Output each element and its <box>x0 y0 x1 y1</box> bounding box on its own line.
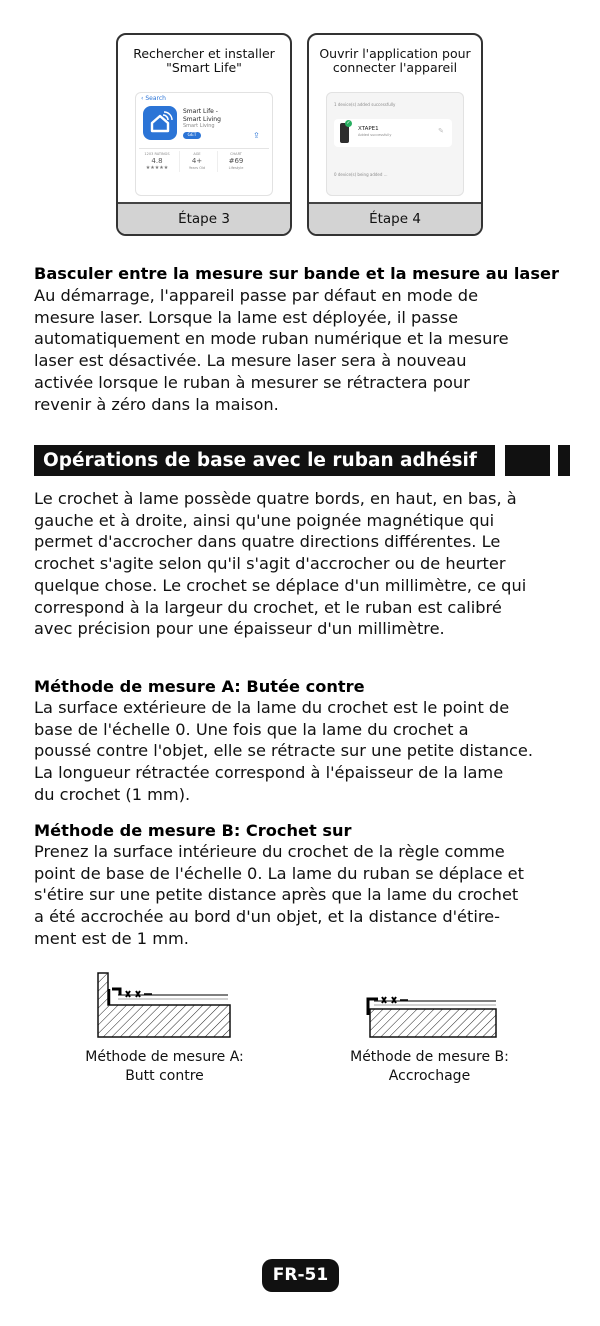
switch-line: activée lorsque le ruban à mesurer se rétractera pour <box>34 372 470 392</box>
chevron-left-icon: ‹ <box>141 95 144 102</box>
method-a-line: base de l'échelle 0. Une fois que la lame du crochet a <box>34 719 469 739</box>
edit-icon[interactable]: ✎ <box>438 127 444 135</box>
method-b-caption-line2: Accrochage <box>388 1067 471 1084</box>
operations-line: quelque chose. Le crochet se déplace d'un millimètre, ce qui <box>34 575 527 595</box>
switch-line: laser est désactivée. La mesure laser sera à nouveau <box>34 351 467 371</box>
rating-value: 4.8 <box>151 157 163 165</box>
step-4-title-line1: Ouvrir l'application pour <box>319 46 471 61</box>
operations-heading-bar: Opérations de base avec le ruban adhésif <box>34 445 495 476</box>
device-row[interactable] <box>334 119 452 147</box>
method-b-caption <box>337 1048 522 1085</box>
divider <box>139 148 269 149</box>
app-store-screenshot <box>135 92 273 196</box>
step-3-label: Étape 3 <box>118 202 290 234</box>
age-sub: Years Old <box>188 166 206 170</box>
step-3-title-line2: "Smart Life" <box>166 60 242 75</box>
step-4-label: Étape 4 <box>309 202 481 234</box>
age-column <box>179 151 214 172</box>
method-b-line: point de base de l'échelle 0. La lame du ruban se déplace et <box>34 863 524 883</box>
app-name-line1: Smart Life - <box>183 108 218 115</box>
operations-line: Le crochet à lame possède quatre bords, en haut, en bas, à <box>34 489 517 508</box>
operations-line: correspond à la largeur du crochet, et le ruban est calibré <box>34 597 502 617</box>
app-name-line2: Smart Living <box>183 115 221 123</box>
device-added-screenshot <box>326 92 464 196</box>
ratings-column <box>139 151 175 172</box>
chart-label: CHART <box>230 152 242 156</box>
operations-line: gauche et à droite, ainsi qu'une poignée magnétique qui <box>34 510 495 530</box>
page-number-badge: FR-51 <box>262 1259 339 1292</box>
switch-paragraph <box>34 285 570 415</box>
method-a-line: poussé contre l'objet, elle se rétracte sur une petite distance. <box>34 741 533 761</box>
step-3-title-line1: Rechercher et installer <box>133 46 275 61</box>
device-name: XTAPE1 <box>358 126 379 132</box>
added-status-line: 1 device(s) added successfully <box>334 102 396 107</box>
switch-line: revenir à zéro dans la maison. <box>34 394 279 414</box>
operations-line: crochet s'agite selon qu'il s'agit d'accrocher ou de heurter <box>34 554 506 574</box>
method-b-caption-line1: Méthode de mesure B: <box>350 1049 509 1065</box>
get-button[interactable]: GET <box>183 132 201 139</box>
home-wifi-icon <box>143 106 177 140</box>
chart-column <box>217 151 254 172</box>
switch-line: automatiquement en mode ruban numérique et la mesure <box>34 329 509 349</box>
method-a-diagram <box>90 965 240 1045</box>
method-b-diagram <box>356 985 506 1045</box>
ratings-label: 1203 RATINGS <box>144 152 170 156</box>
method-b-heading: Méthode de mesure B: Crochet sur <box>34 821 352 840</box>
method-b-line: Prenez la surface intérieure du crochet de la règle comme <box>34 842 505 861</box>
smart-life-app-icon <box>143 106 177 140</box>
app-name-block <box>183 108 221 131</box>
method-a-paragraph <box>34 697 570 806</box>
step-4-title-line2: connecter l'appareil <box>332 60 458 75</box>
method-b-line: s'étire sur une petite distance après que la lame du crochet <box>34 885 519 905</box>
method-b-line: a été accrochée au bord d'un objet, et la distance d'étire- <box>34 907 500 927</box>
chart-sub: Lifestyle <box>228 166 244 170</box>
method-a-heading: Méthode de mesure A: Butée contre <box>34 677 365 696</box>
heading-bar-block-small <box>558 445 570 476</box>
method-b-line: ment est de 1 mm. <box>34 928 189 948</box>
switch-heading: Basculer entre la mesure sur bande et la mesure au laser <box>34 264 559 283</box>
switch-line: mesure laser. Lorsque la lame est déployée, il passe <box>34 307 459 327</box>
method-a-caption <box>72 1048 257 1085</box>
method-b-paragraph <box>34 841 570 950</box>
chart-value: #69 <box>228 157 244 165</box>
app-subtitle: Smart Living <box>183 123 215 129</box>
rating-stars: ★★★★★ <box>145 165 169 171</box>
operations-paragraph <box>34 488 570 640</box>
step-4-card <box>307 33 483 236</box>
method-a-line: du crochet (1 mm). <box>34 784 191 804</box>
operations-line: avec précision pour une épaisseur d'un millimètre. <box>34 619 445 639</box>
back-label: Search <box>145 95 166 102</box>
method-a-caption-line1: Méthode de mesure A: <box>85 1049 244 1065</box>
step-4-title <box>309 47 481 75</box>
adding-status-line: 0 device(s) being added ... <box>334 172 388 177</box>
share-icon[interactable]: ⇪ <box>253 131 260 140</box>
operations-line: permet d'accrocher dans quatre directions différentes. Le <box>34 532 501 552</box>
device-status: Added successfully <box>358 133 392 137</box>
method-a-line: La surface extérieure de la lame du crochet est le point de <box>34 698 510 717</box>
method-a-caption-line2: Butt contre <box>125 1067 204 1084</box>
age-value: 4+ <box>191 157 203 165</box>
heading-bar-block <box>505 445 550 476</box>
method-a-line: La longueur rétractée correspond à l'épaisseur de la lame <box>34 763 504 783</box>
check-icon: ✓ <box>346 120 351 126</box>
step-3-card <box>116 33 292 236</box>
age-label: AGE <box>193 152 201 156</box>
switch-line: Au démarrage, l'appareil passe par défaut en mode de <box>34 286 479 305</box>
step-3-title <box>118 47 290 75</box>
back-link <box>141 95 166 102</box>
